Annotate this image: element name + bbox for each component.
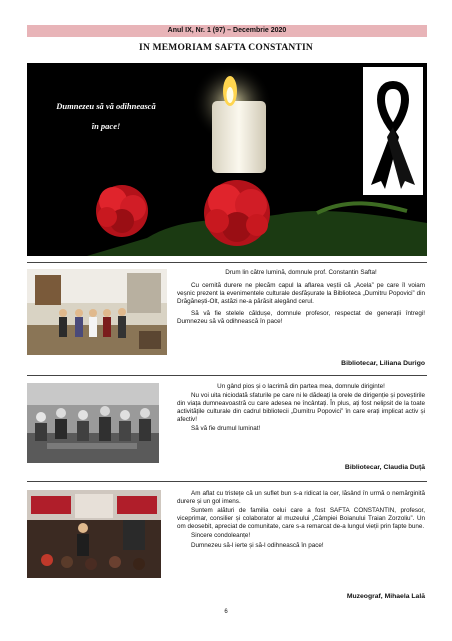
tribute-section-3 (27, 490, 427, 602)
tribute-3-paragraph: Sincere condoleanțe! (191, 532, 251, 540)
tribute-text-2 (177, 383, 425, 435)
tribute-1-paragraph: Drum lin către lumină, domnule prof. Constantin Safta! (225, 269, 377, 276)
signature-3: Muzeograf, Mihaela Lală (346, 593, 425, 600)
tribute-text-1 (177, 269, 425, 328)
signature-2: Bibliotecar, Claudia Duță (344, 464, 425, 471)
issue-label: Anul IX, Nr. 1 (97) – Decembrie 2020 (167, 27, 287, 34)
red-carnation-right (204, 180, 270, 246)
memorial-banner (27, 63, 427, 256)
separator-line (27, 375, 427, 376)
tribute-text-3 (177, 490, 425, 551)
separator-line (27, 481, 427, 482)
black-ribbon-icon (363, 67, 423, 195)
tribute-photo-2 (27, 383, 159, 463)
signature-1: Bibliotecar, Liliana Durigo (341, 360, 425, 367)
banner-message (41, 96, 171, 136)
tribute-1-paragraph: Să vă fie stelele căldușe, domnule profesor, respectat de generații întregi! Dumnezeu să vă odihnească în pace! (177, 310, 425, 326)
banner-line-1: Dumnezeu să vă odihnească (56, 101, 156, 111)
red-carnation-left (96, 185, 148, 237)
tribute-3-paragraph: Suntem alături de familia celui care a fost SAFTA CONSTANTIN, profesor, viceprimar, consilier și colaborator al muzeului „Câmpiei Boianului Traian Zorzoliu”. Un om deosebit, apreciat de comunitate, care s-a remarcat de-a lungul vieții prin fapte bune. (177, 507, 425, 531)
tribute-photo-1 (27, 269, 167, 355)
tribute-3-paragraph: Am aflat cu tristețe că un suflet bun s-a ridicat la cer, lăsând în urmă o nemărginită durere și un gol imens. (177, 490, 425, 506)
candle-icon (212, 101, 266, 173)
tribute-2-paragraph: Nu voi uita niciodată sfaturile pe care ni le dădeați la orele de dirigenție și poveștirile din viața dumneavoastră cu care adesea ne încântați. În plus, ați fost nelipsit de la toate activitățile culturale din cadrul bibliotecii „Dumitru Popovici” în care erați implicat activ și afectiv! (177, 392, 425, 424)
banner-line-2: în pace! (91, 121, 121, 131)
page-number: 6 (224, 609, 228, 615)
tribute-section-1 (27, 269, 427, 369)
issue-header-bar (27, 25, 427, 37)
tribute-2-paragraph: Să vă fie drumul luminat! (191, 425, 261, 433)
tribute-photo-3 (27, 490, 161, 578)
page-title: IN MEMORIAM SAFTA CONSTANTIN (139, 43, 313, 53)
tribute-2-paragraph: Un gând pios și o lacrimă din partea mea, domnule diriginte! (217, 383, 385, 390)
tribute-1-paragraph: Cu cernită durere ne plecăm capul la aflarea veștii că „Acela” pe care îl voiam veșnic prezent la evenimentele culturale desfășurate la Biblioteca „Dumitru Popovici” din Drăgănești-Olt, astăzi ne-a părăsit alegând cerul. (177, 282, 425, 306)
ribbon-box (363, 67, 423, 195)
separator-line (27, 262, 427, 263)
tribute-3-paragraph: Dumnezeu să-l ierte și să-l odihnească în pace! (191, 541, 324, 549)
tribute-section-2 (27, 383, 427, 483)
